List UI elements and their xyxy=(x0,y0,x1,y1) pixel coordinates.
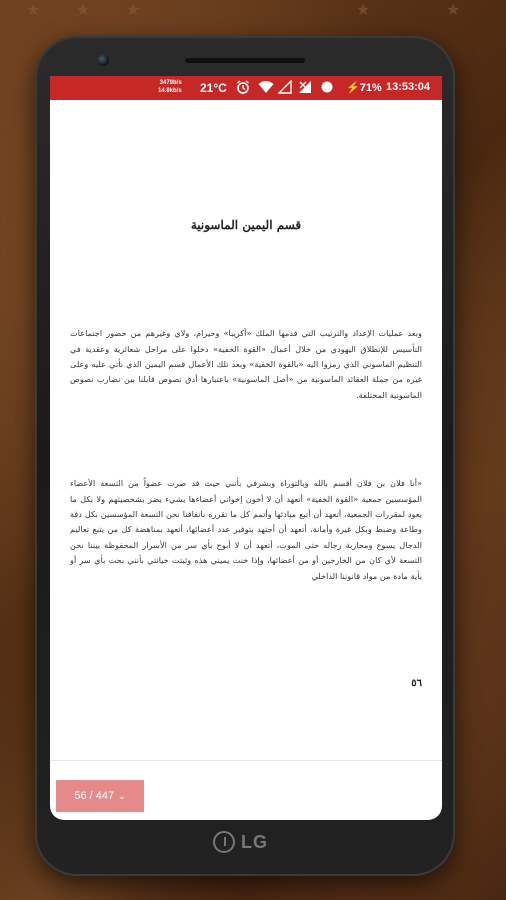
network-speed-down: 14.8kb/s xyxy=(158,88,182,94)
network-speed xyxy=(158,79,182,95)
clock: 13:53:04 xyxy=(386,81,431,93)
page-indicator-label: 56 / 447 xyxy=(74,790,115,802)
star-ornament: ★ xyxy=(446,0,461,19)
no-signal-icon xyxy=(298,80,312,97)
temperature: 21°C xyxy=(200,81,227,95)
star-ornament: ★ xyxy=(126,0,141,19)
status-bar xyxy=(50,76,442,100)
brand-name: LG xyxy=(241,831,268,852)
chevron-down-icon: ⌄ xyxy=(118,790,126,801)
brand-logo xyxy=(213,831,268,853)
star-ornament: ★ xyxy=(356,0,371,19)
wifi-icon xyxy=(258,80,274,97)
screen xyxy=(50,76,442,820)
page-number: ٥٦ xyxy=(411,678,422,689)
footer-divider xyxy=(50,760,442,761)
signal-icon xyxy=(278,80,292,97)
book-page xyxy=(70,106,422,756)
star-ornament: ★ xyxy=(76,0,91,19)
paragraph: «أنا فلان بن فلان أقسم بالله وبالتوراة وبشرفي بأنني حيث قد صرت عضواً من التسعة الأعضاء المؤسسين جمعية «القوة الخفية» أتعهد أن لا أخون إخواني أعضاءها بشيء يضر بشخصيتهم ولا بكل ما يعود لمقررات الجمعية، أتعهد أن أتبع مبادئها وأتمم كل ما تقرره باتفاقنا نحن التسعة المؤسسين بكل دقة وطاعة وضبط وبكل غيرة وأمانة، أتعهد أن أجتهد بتوفير عدد أعضائها، أتعهد بمناهضة كل من يتبع تعاليم الدجال يسوع ومحاربة رجاله حتى الموت، أتعهد أن لا أبوح بأي سر من الأسرار المحفوظة بيننا نحن التسعة لأي كان من الخارجين أو من أعضائها، وإذا خنت يميني هذه وثبتت خيانتي بأنني بحت بأي سر أو بأية مادة من مواد قانوننا الداخلي xyxy=(70,478,422,581)
page-indicator-button[interactable] xyxy=(56,780,144,812)
circle-icon xyxy=(320,80,334,97)
earpiece-speaker xyxy=(185,58,305,63)
lg-logo-icon xyxy=(213,831,235,853)
chapter-title: قسم اليمين الماسونية xyxy=(190,218,302,232)
front-camera xyxy=(97,54,109,66)
paragraph: وبعد عمليات الإعداد والترتيب التي قدمها الملك «أكريبا» وحيرام، ولاي وغيرهم من حضور اجتماعات التأسيس للإنطلاق اليهودي من خلال أعمال «القوة الخفية» دخلوا على مراحل شعائرية وعقدية في التنظيم الماسوني الذي رمزوا اليه «بالقوة الخفية» وبعد تلك الأعمال قسم اليمين الذي نأتي عليه وعلى غيره من جملة العقائد الماسونية من «أصل الماسونية» باعتبارها أدق نصوص قابلنا بين تضارب نصوص الماسونية المختلفة. xyxy=(70,328,422,400)
network-speed-up: 3479b/s xyxy=(159,80,182,86)
background-decoration xyxy=(0,0,506,30)
alarm-icon xyxy=(236,80,250,97)
star-ornament: ★ xyxy=(26,0,41,19)
battery-level: ⚡71% xyxy=(346,82,382,94)
